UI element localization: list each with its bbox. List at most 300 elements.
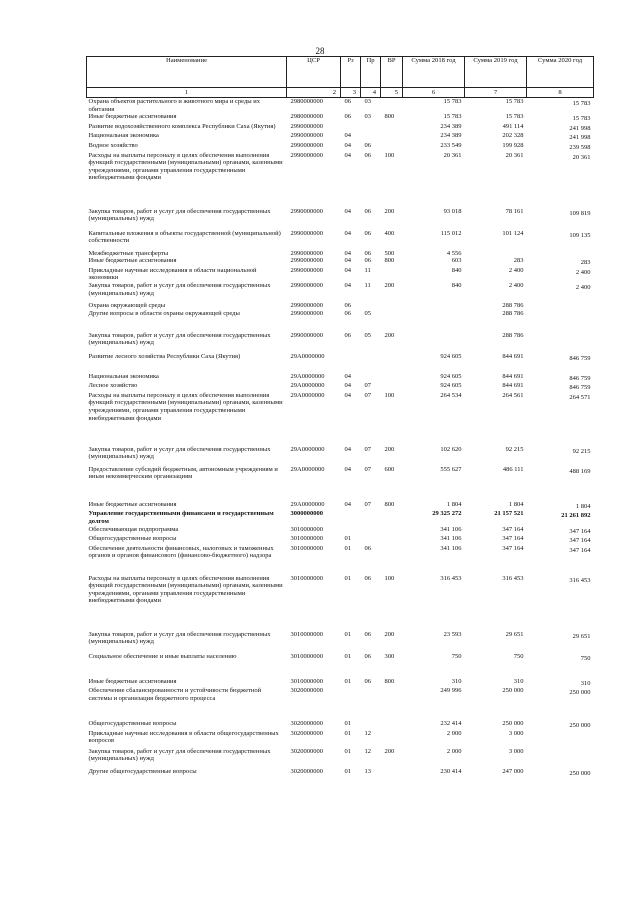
row-sum-2019: 316 453 bbox=[502, 574, 524, 582]
row-sum-2020 bbox=[527, 302, 594, 310]
row-sum-2018: 233 549 bbox=[440, 141, 462, 149]
row-rz bbox=[341, 526, 361, 536]
row-pr: 11 bbox=[364, 266, 371, 274]
row-sum-2018: 840 bbox=[451, 281, 462, 289]
row-rz: 06 bbox=[344, 113, 351, 121]
row-pr bbox=[361, 123, 381, 133]
col-number-6: 6 bbox=[403, 88, 465, 98]
row-vr bbox=[381, 535, 403, 545]
row-name: Общегосударственные вопросы bbox=[88, 720, 177, 728]
row-sum-2020 bbox=[527, 332, 594, 353]
row-pr: 06 bbox=[364, 544, 371, 552]
row-sum-2019: 3 000 bbox=[508, 729, 524, 737]
row-name: Охрана окружающей среды bbox=[88, 301, 166, 309]
row-csr: 3010000000 bbox=[290, 525, 323, 533]
row-sum-2020: 283 bbox=[580, 259, 591, 267]
row-vr bbox=[381, 123, 403, 133]
row-name: Национальная экономика bbox=[88, 372, 159, 380]
row-sum-2020: 347 164 bbox=[569, 546, 591, 554]
row-vr bbox=[381, 730, 403, 748]
row-csr: 2990000000 bbox=[290, 301, 323, 309]
row-sum-2020: 1 804 bbox=[575, 502, 591, 510]
row-sum-2020: 347 164 bbox=[569, 537, 591, 545]
row-sum-2020: 846 759 bbox=[569, 354, 591, 362]
table-row bbox=[87, 257, 594, 267]
row-name: Закупка товаров, работ и услуг для обеспечения государственных (муниципальных) нужд bbox=[88, 281, 271, 297]
row-csr: 2990000000 bbox=[290, 122, 323, 130]
row-rz: 06 bbox=[344, 98, 351, 105]
row-csr: 3020000000 bbox=[290, 767, 323, 775]
row-sum-2018: 2 000 bbox=[446, 747, 462, 755]
row-sum-2018: 924 605 bbox=[440, 352, 462, 360]
row-vr bbox=[381, 132, 403, 142]
table-row bbox=[87, 575, 594, 631]
row-rz: 04 bbox=[344, 257, 351, 265]
row-vr: 800 bbox=[384, 257, 395, 265]
row-sum-2019: 199 928 bbox=[502, 141, 524, 149]
row-sum-2018: 29 325 272 bbox=[432, 510, 462, 518]
row-sum-2020 bbox=[527, 250, 594, 258]
col-number-3: 3 bbox=[341, 88, 361, 98]
row-rz: 01 bbox=[344, 630, 351, 638]
table-row bbox=[87, 535, 594, 545]
row-csr: 29А0000000 bbox=[290, 382, 325, 390]
row-pr: 13 bbox=[364, 767, 371, 775]
row-sum-2018: 924 605 bbox=[440, 382, 462, 390]
row-rz: 04 bbox=[344, 141, 351, 149]
row-vr: 100 bbox=[384, 391, 395, 399]
row-sum-2019: 101 124 bbox=[502, 229, 524, 237]
row-pr: 07 bbox=[364, 500, 371, 508]
row-rz: 01 bbox=[344, 544, 351, 552]
row-rz bbox=[341, 123, 361, 133]
row-sum-2019: 844 691 bbox=[502, 352, 524, 360]
row-vr: 200 bbox=[384, 207, 395, 215]
row-pr bbox=[361, 373, 381, 383]
row-vr bbox=[381, 267, 403, 282]
col-header-rz: Рз bbox=[341, 57, 361, 88]
row-name: Лесное хозяйство bbox=[88, 382, 138, 390]
table-row bbox=[87, 230, 594, 250]
row-rz bbox=[341, 353, 361, 373]
col-number-7: 7 bbox=[465, 88, 527, 98]
row-csr: 2990000000 bbox=[290, 141, 323, 149]
row-vr: 100 bbox=[384, 151, 395, 159]
row-sum-2019: 844 691 bbox=[502, 382, 524, 390]
row-csr: 2990000000 bbox=[290, 207, 323, 215]
col-number-5: 5 bbox=[381, 88, 403, 98]
row-vr bbox=[381, 382, 403, 392]
table-row bbox=[87, 208, 594, 230]
row-sum-2018: 115 012 bbox=[440, 229, 462, 237]
row-csr: 2990000000 bbox=[290, 257, 323, 265]
row-sum-2020 bbox=[527, 730, 594, 748]
row-sum-2019: 1 804 bbox=[508, 500, 524, 508]
row-sum-2020: 241 998 bbox=[569, 124, 591, 132]
row-sum-2018: 15 783 bbox=[443, 113, 462, 121]
row-sum-2019: 347 164 bbox=[502, 535, 524, 543]
row-csr: 3010000000 bbox=[290, 652, 323, 660]
row-name: Предоставление субсидий бюджетным, автономным учреждениям и иным некоммерческим организациям bbox=[88, 465, 278, 481]
row-name: Другие вопросы в области охраны окружающей среды bbox=[88, 309, 240, 317]
row-sum-2020: 250 000 bbox=[569, 689, 591, 697]
row-sum-2018: 234 389 bbox=[440, 132, 462, 140]
row-rz: 04 bbox=[344, 500, 351, 508]
row-sum-2020: 239 598 bbox=[569, 143, 591, 151]
row-vr: 500 bbox=[384, 249, 395, 257]
table-row bbox=[87, 132, 594, 142]
col-header-2019: Сумма 2019 год bbox=[465, 57, 527, 88]
row-pr: 03 bbox=[364, 98, 371, 105]
table-row bbox=[87, 720, 594, 730]
table-row bbox=[87, 373, 594, 383]
row-sum-2018: 4 556 bbox=[446, 249, 462, 257]
row-pr bbox=[361, 353, 381, 373]
table-row bbox=[87, 113, 594, 123]
row-csr: 3000000000 bbox=[290, 510, 323, 518]
row-sum-2018: 316 453 bbox=[440, 574, 462, 582]
row-sum-2019: 15 783 bbox=[505, 98, 524, 105]
row-vr: 200 bbox=[384, 747, 395, 755]
row-sum-2018: 750 bbox=[451, 652, 462, 660]
row-rz bbox=[341, 510, 361, 525]
col-header-csr: ЦСР bbox=[287, 57, 341, 88]
row-pr bbox=[361, 132, 381, 142]
row-name: Прикладные научные исследования в области национальной экономики bbox=[88, 266, 257, 282]
row-sum-2019: 250 000 bbox=[502, 720, 524, 728]
row-pr: 11 bbox=[364, 281, 371, 289]
row-csr: 3020000000 bbox=[290, 720, 323, 728]
row-name: Закупка товаров, работ и услуг для обеспечения государственных (муниципальных) нужд bbox=[88, 331, 271, 347]
table-row bbox=[87, 302, 594, 310]
row-sum-2020: 750 bbox=[580, 654, 591, 662]
row-vr: 200 bbox=[384, 630, 395, 638]
row-sum-2020: 264 571 bbox=[569, 393, 591, 401]
row-sum-2019: 288 786 bbox=[502, 309, 524, 317]
row-sum-2020: 347 164 bbox=[569, 527, 591, 535]
row-sum-2019: 21 157 521 bbox=[494, 510, 524, 518]
row-pr: 12 bbox=[364, 729, 371, 737]
col-number-8: 8 bbox=[527, 88, 594, 98]
table-row bbox=[87, 510, 594, 525]
row-csr: 2990000000 bbox=[290, 281, 323, 289]
row-csr: 2990000000 bbox=[290, 132, 323, 140]
row-pr bbox=[361, 720, 381, 730]
table-row bbox=[87, 353, 594, 373]
row-csr: 2990000000 bbox=[290, 229, 323, 237]
row-name: Расходы на выплаты персоналу в целях обеспечения выполнения функций государственными (муниципальными) органами, казенными учреждениями, органами управления государственными внебюджетными фондами bbox=[88, 151, 283, 182]
row-name: Прикладные научные исследования в области общегосударственных вопросов bbox=[88, 729, 279, 745]
row-name: Развитие лесного хозяйства Республики Саха (Якутия) bbox=[88, 352, 241, 360]
table-row bbox=[87, 446, 594, 466]
row-sum-2020: 310 bbox=[580, 679, 591, 687]
row-pr: 06 bbox=[364, 249, 371, 257]
table-row bbox=[87, 653, 594, 678]
row-csr: 3020000000 bbox=[290, 687, 323, 695]
row-name: Национальная экономика bbox=[88, 132, 159, 140]
row-sum-2020: 109 819 bbox=[569, 209, 591, 217]
table-row bbox=[87, 267, 594, 282]
row-pr: 07 bbox=[364, 382, 371, 390]
row-csr: 3010000000 bbox=[290, 535, 323, 543]
row-pr: 06 bbox=[364, 574, 371, 582]
row-name: Иные бюджетные ассигнования bbox=[88, 500, 177, 508]
row-name: Охрана объектов растительного и животного мира и среды их обитания bbox=[88, 98, 260, 113]
row-pr: 07 bbox=[364, 391, 371, 399]
row-sum-2019: 3 000 bbox=[508, 747, 524, 755]
row-sum-2018: 23 593 bbox=[443, 630, 462, 638]
row-sum-2019: 92 215 bbox=[505, 445, 524, 453]
row-sum-2019 bbox=[465, 250, 527, 258]
table-row bbox=[87, 152, 594, 208]
row-sum-2018: 232 414 bbox=[440, 720, 462, 728]
row-rz: 04 bbox=[344, 382, 351, 390]
row-rz: 04 bbox=[344, 445, 351, 453]
row-sum-2020: 109 135 bbox=[569, 231, 591, 239]
table-row bbox=[87, 142, 594, 152]
row-sum-2018: 102 620 bbox=[440, 445, 462, 453]
row-sum-2020: 488 169 bbox=[569, 467, 591, 475]
row-sum-2020 bbox=[527, 748, 594, 768]
row-sum-2019: 15 783 bbox=[505, 113, 524, 121]
row-pr: 06 bbox=[364, 257, 371, 265]
budget-table bbox=[86, 56, 594, 777]
row-name: Закупка товаров, работ и услуг для обеспечения государственных (муниципальных) нужд bbox=[88, 747, 271, 763]
row-vr: 300 bbox=[384, 652, 395, 660]
table-row bbox=[87, 250, 594, 258]
row-name: Иные бюджетные ассигнования bbox=[88, 677, 177, 685]
row-csr: 29А0000000 bbox=[290, 500, 325, 508]
row-sum-2018: 924 605 bbox=[440, 372, 462, 380]
row-rz: 01 bbox=[344, 574, 351, 582]
row-csr: 2980000000 bbox=[290, 113, 323, 121]
row-sum-2018 bbox=[403, 310, 465, 332]
row-sum-2018: 603 bbox=[451, 257, 462, 265]
row-name: Закупка товаров, работ и услуг для обеспечения государственных (муниципальных) нужд bbox=[88, 207, 271, 223]
row-csr: 29А0000000 bbox=[290, 445, 325, 453]
page-number: 28 bbox=[315, 46, 325, 56]
row-sum-2019: 2 400 bbox=[508, 281, 524, 289]
row-sum-2018: 93 018 bbox=[443, 207, 462, 215]
row-sum-2019: 29 651 bbox=[505, 630, 524, 638]
row-name: Межбюджетные трансферты bbox=[88, 249, 169, 257]
row-rz: 01 bbox=[344, 535, 351, 543]
row-name: Общегосударственные вопросы bbox=[88, 535, 177, 543]
row-sum-2018: 341 106 bbox=[440, 535, 462, 543]
col-header-2020: Сумма 2020 год bbox=[527, 57, 594, 88]
row-sum-2018: 310 bbox=[451, 677, 462, 685]
row-vr: 200 bbox=[384, 281, 395, 289]
row-sum-2018: 1 804 bbox=[446, 500, 462, 508]
row-csr: 29А0000000 bbox=[290, 372, 325, 380]
row-rz: 04 bbox=[344, 229, 351, 237]
row-name: Обеспечение сбалансированности и устойчивости бюджетной системы и организация бюджетного процесса bbox=[88, 687, 262, 702]
row-vr bbox=[381, 687, 403, 720]
row-sum-2019: 288 786 bbox=[502, 301, 524, 309]
row-rz: 01 bbox=[344, 652, 351, 660]
row-sum-2018: 341 106 bbox=[440, 525, 462, 533]
row-pr: 06 bbox=[364, 677, 371, 685]
row-sum-2019: 2 400 bbox=[508, 266, 524, 274]
row-sum-2019: 283 bbox=[513, 257, 524, 265]
table-row bbox=[87, 310, 594, 332]
row-vr: 800 bbox=[384, 500, 395, 508]
row-csr: 2990000000 bbox=[290, 309, 323, 317]
row-vr: 100 bbox=[384, 574, 395, 582]
row-sum-2020: 21 261 892 bbox=[561, 512, 591, 520]
col-header-name: Наименование bbox=[87, 57, 287, 88]
row-rz: 01 bbox=[344, 720, 351, 728]
row-sum-2018: 555 627 bbox=[440, 465, 462, 473]
row-csr: 2990000000 bbox=[290, 331, 323, 339]
row-vr: 600 bbox=[384, 465, 395, 473]
col-number-1: 1 bbox=[87, 88, 287, 98]
row-name: Расходы на выплаты персоналу в целях обеспечения выполнения функций государственными (муниципальными) органами, казенными учреждениями, органами управления государственными внебюджетными фондами bbox=[88, 391, 283, 422]
row-sum-2020: 15 783 bbox=[572, 100, 591, 107]
row-sum-2019: 288 786 bbox=[502, 331, 524, 339]
row-rz: 04 bbox=[344, 249, 351, 257]
col-header-vr: ВР bbox=[381, 57, 403, 88]
row-pr: 06 bbox=[364, 141, 371, 149]
row-vr bbox=[381, 142, 403, 152]
row-name: Иные бюджетные ассигнования bbox=[88, 257, 177, 265]
row-vr bbox=[381, 302, 403, 310]
row-sum-2019: 250 000 bbox=[502, 687, 524, 695]
row-name: Управление государственными финансами и государственным долгом bbox=[88, 510, 274, 525]
row-pr: 06 bbox=[364, 652, 371, 660]
row-vr bbox=[381, 98, 403, 114]
row-sum-2019: 486 111 bbox=[502, 465, 524, 473]
row-name: Капитальные вложения в объекты государственной (муниципальной) собственности bbox=[88, 229, 281, 245]
row-sum-2019: 20 361 bbox=[505, 151, 524, 159]
row-vr bbox=[381, 510, 403, 525]
row-pr: 03 bbox=[364, 113, 371, 121]
row-vr: 800 bbox=[384, 113, 395, 121]
table-row bbox=[87, 501, 594, 511]
row-name: Другие общегосударственные вопросы bbox=[88, 767, 197, 775]
row-csr: 3020000000 bbox=[290, 747, 323, 755]
row-csr: 29А0000000 bbox=[290, 352, 325, 360]
table-row bbox=[87, 382, 594, 392]
col-number-4: 4 bbox=[361, 88, 381, 98]
row-rz: 04 bbox=[344, 372, 351, 380]
row-csr: 2990000000 bbox=[290, 249, 323, 257]
row-sum-2018: 20 361 bbox=[443, 151, 462, 159]
row-pr: 05 bbox=[364, 331, 371, 339]
row-csr: 3020000000 bbox=[290, 729, 323, 737]
row-rz: 06 bbox=[344, 309, 351, 317]
row-pr bbox=[361, 510, 381, 525]
row-rz: 04 bbox=[344, 151, 351, 159]
row-vr bbox=[381, 768, 403, 778]
row-vr: 200 bbox=[384, 445, 395, 453]
row-pr bbox=[361, 526, 381, 536]
header-row bbox=[87, 57, 594, 88]
row-csr: 2990000000 bbox=[290, 151, 323, 159]
row-pr: 05 bbox=[364, 309, 371, 317]
row-sum-2020: 15 783 bbox=[572, 115, 591, 123]
row-sum-2018: 15 783 bbox=[443, 98, 462, 105]
table-row bbox=[87, 392, 594, 446]
table-row bbox=[87, 730, 594, 748]
row-csr: 3010000000 bbox=[290, 544, 323, 552]
row-sum-2019: 247 000 bbox=[502, 767, 524, 775]
row-sum-2020: 316 453 bbox=[569, 576, 591, 584]
table-row bbox=[87, 466, 594, 501]
row-sum-2020: 92 215 bbox=[572, 447, 591, 455]
row-rz: 04 bbox=[344, 266, 351, 274]
col-header-pr: Пр bbox=[361, 57, 381, 88]
row-sum-2020: 29 651 bbox=[572, 632, 591, 640]
table-row bbox=[87, 631, 594, 653]
row-sum-2018: 230 414 bbox=[440, 767, 462, 775]
table-row bbox=[87, 332, 594, 353]
row-sum-2019: 844 691 bbox=[502, 372, 524, 380]
table-row bbox=[87, 526, 594, 536]
row-vr: 400 bbox=[384, 229, 395, 237]
row-pr bbox=[361, 687, 381, 720]
row-rz: 06 bbox=[344, 301, 351, 309]
row-sum-2018: 264 534 bbox=[440, 391, 462, 399]
row-sum-2018: 840 bbox=[451, 266, 462, 274]
row-name: Закупка товаров, работ и услуг для обеспечения государственных (муниципальных) нужд bbox=[88, 445, 271, 461]
row-pr: 06 bbox=[364, 229, 371, 237]
table-row bbox=[87, 678, 594, 688]
row-sum-2018: 341 106 bbox=[440, 544, 462, 552]
row-sum-2020: 846 759 bbox=[569, 374, 591, 382]
row-sum-2018: 249 996 bbox=[440, 687, 462, 695]
row-csr: 2990000000 bbox=[290, 266, 323, 274]
row-sum-2019: 202 328 bbox=[502, 132, 524, 140]
table-row bbox=[87, 123, 594, 133]
row-rz: 04 bbox=[344, 281, 351, 289]
row-sum-2018: 2 000 bbox=[446, 729, 462, 737]
row-vr: 200 bbox=[384, 331, 395, 339]
row-vr bbox=[381, 373, 403, 383]
row-pr: 07 bbox=[364, 445, 371, 453]
row-csr: 2980000000 bbox=[290, 98, 323, 105]
row-sum-2020: 846 759 bbox=[569, 384, 591, 392]
row-sum-2019: 347 164 bbox=[502, 525, 524, 533]
row-name: Развитие водохозяйственного комплекса Республики Саха (Якутия) bbox=[88, 122, 276, 130]
header-number-row bbox=[87, 88, 594, 98]
row-vr: 800 bbox=[384, 677, 395, 685]
row-sum-2019: 750 bbox=[513, 652, 524, 660]
row-sum-2020: 250 000 bbox=[569, 722, 591, 730]
row-pr bbox=[361, 302, 381, 310]
row-sum-2020: 2 400 bbox=[575, 268, 591, 276]
row-name: Иные бюджетные ассигнования bbox=[88, 113, 177, 121]
row-rz: 04 bbox=[344, 132, 351, 140]
row-csr: 29А0000000 bbox=[290, 391, 325, 399]
row-csr: 29А0000000 bbox=[290, 465, 325, 473]
col-header-2018: Сумма 2018 год bbox=[403, 57, 465, 88]
row-rz: 01 bbox=[344, 767, 351, 775]
row-vr bbox=[381, 720, 403, 730]
row-sum-2018 bbox=[403, 332, 465, 353]
row-pr: 07 bbox=[364, 465, 371, 473]
row-sum-2018: 234 389 bbox=[440, 122, 462, 130]
row-vr bbox=[381, 310, 403, 332]
row-rz: 04 bbox=[344, 207, 351, 215]
row-sum-2019: 264 561 bbox=[502, 391, 524, 399]
row-name: Расходы на выплаты персоналу в целях обеспечения выполнения функций государственными (муниципальными) органами, казенными учреждениями, органами управления государственными внебюджетными фондами bbox=[88, 574, 283, 605]
row-sum-2020: 20 361 bbox=[572, 153, 591, 161]
row-sum-2019: 347 164 bbox=[502, 544, 524, 552]
row-name: Водное хозяйство bbox=[88, 141, 138, 149]
table-row bbox=[87, 282, 594, 302]
row-sum-2020: 2 400 bbox=[575, 283, 591, 291]
